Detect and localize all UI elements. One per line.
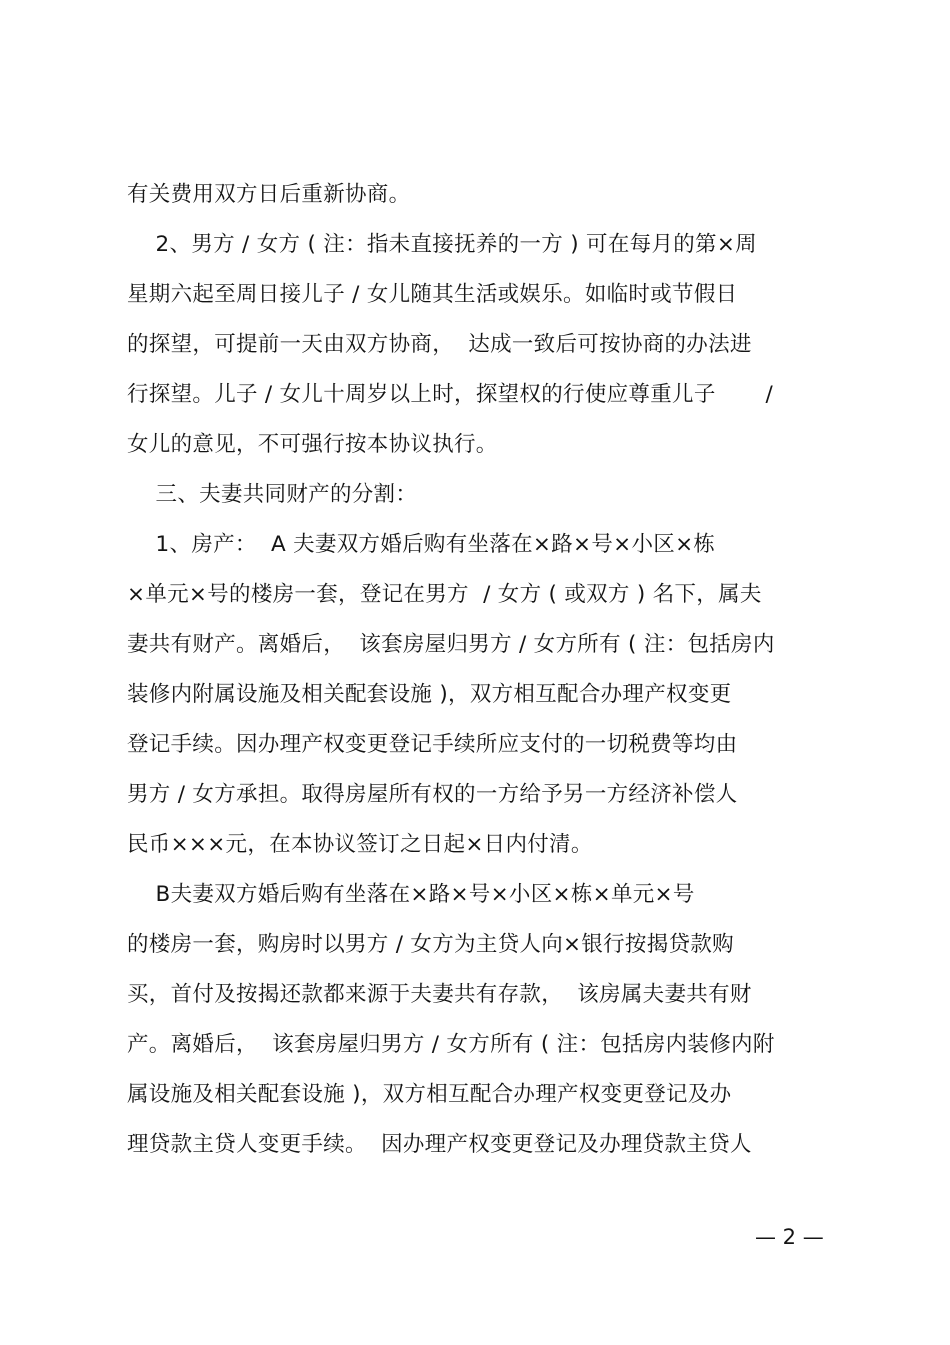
text-line: 星期六起至周日接儿子 / 女儿随其生活或娱乐。如临时或节假日 [127,282,738,307]
text-line: 妻共有财产。离婚后， 该套房屋归男方 / 女方所有 ( 注：包括房内 [127,632,775,657]
text-line: 产。离婚后， 该套房屋归男方 / 女方所有 ( 注：包括房内装修内附 [127,1032,775,1057]
text-line: 女儿的意见，不可强行按本协议执行。 [127,432,498,457]
text-line: 行探望。儿子 / 女儿十周岁以上时，探望权的行使应尊重儿子 / [127,382,774,407]
text-line: 理贷款主贷人变更手续。 因办理产权变更登记及办理贷款主贷人 [127,1132,752,1157]
text-line: 买，首付及按揭还款都来源于夫妻共有存款， 该房属夫妻共有财 [127,982,752,1007]
text-line: B夫妻双方婚后购有坐落在×路×号×小区×栋×单元×号 [127,882,695,907]
text-line: 男方 / 女方承担。取得房屋所有权的一方给予另一方经济补偿人 [127,782,738,807]
text-line: 属设施及相关配套设施 )，双方相互配合办理产权变更登记及办 [127,1082,732,1107]
text-line: 1、房产： A 夫妻双方婚后购有坐落在×路×号×小区×栋 [127,532,716,557]
text-line: 的楼房一套，购房时以男方 / 女方为主贷人向×银行按揭贷款购 [127,932,734,957]
text-line: ×单元×号的楼房一套，登记在男方 / 女方 ( 或双方 ) 名下，属夫 [127,582,762,607]
section-heading: 三、夫妻共同财产的分割： [127,482,418,507]
text-line: 装修内附属设施及相关配套设施 )，双方相互配合办理产权变更 [127,682,732,707]
page-number: — 2 — [755,1225,824,1249]
text-line: 有关费用双方日后重新协商。 [127,182,411,207]
text-line: 登记手续。因办理产权变更登记手续所应支付的一切税费等均由 [127,732,738,757]
text-line: 的探望，可提前一天由双方协商， 达成一致后可按协商的办法进 [127,332,752,357]
text-line: 2、男方 / 女方 ( 注：指未直接抚养的一方 ) 可在每月的第×周 [127,232,757,257]
text-line: 民币×××元，在本协议签订之日起×日内付清。 [127,832,593,857]
